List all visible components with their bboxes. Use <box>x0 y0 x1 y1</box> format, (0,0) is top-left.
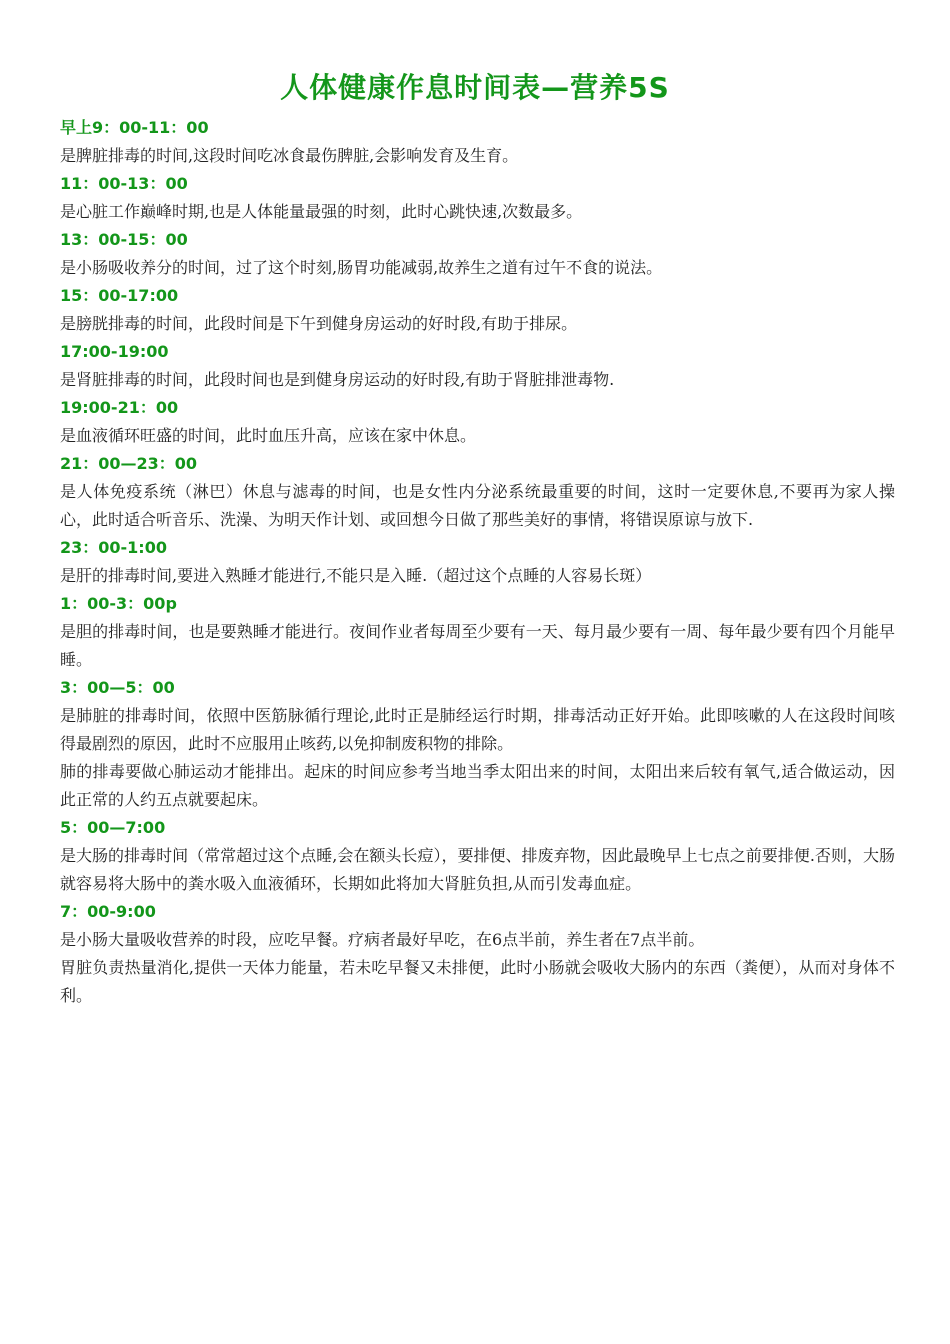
section-description: 是脾脏排毒的时间,这段时间吃冰食最伤脾脏,会影响发育及生育。 <box>60 146 519 165</box>
section-description: 是肾脏排毒的时间，此段时间也是到健身房运动的好时段,有助于肾脏排泄毒物. <box>60 370 615 389</box>
schedule-section <box>60 170 895 226</box>
time-range-heading: 7：00-9:00 <box>60 902 156 921</box>
section-description: 是肝的排毒时间,要进入熟睡才能进行,不能只是入睡.（超过这个点睡的人容易长斑） <box>60 566 652 585</box>
time-range-heading: 21：00—23：00 <box>60 454 198 473</box>
schedule-section <box>60 226 895 282</box>
section-description: 是小肠大量吸收营养的时段，应吃早餐。疗病者最好早吃，在6点半前，养生者在7点半前。 <box>60 930 705 949</box>
schedule-section <box>60 114 895 170</box>
time-range-heading: 5：00—7:00 <box>60 818 166 837</box>
section-description: 是人体免疫系统（淋巴）休息与滤毒的时间，也是女性内分泌系统最重要的时间，这时一定要休息,不要再为家人操心，此时适合听音乐、洗澡、为明天作计划、或回想今日做了那些美好的事情，将错误原谅与放下. <box>60 482 895 529</box>
schedule-section <box>60 394 895 450</box>
schedule-section <box>60 898 895 1010</box>
section-description: 是小肠吸收养分的时间，过了这个时刻,肠胃功能减弱,故养生之道有过午不食的说法。 <box>60 258 663 277</box>
schedule-content <box>60 114 895 1010</box>
schedule-section <box>60 534 895 590</box>
section-description: 胃脏负责热量消化,提供一天体力能量，若未吃早餐又未排便，此时小肠就会吸收大肠内的东西（粪便），从而对身体不利。 <box>60 958 895 1005</box>
time-range-heading: 15：00-17:00 <box>60 286 179 305</box>
time-range-heading: 17:00-19:00 <box>60 342 169 361</box>
section-description: 是心脏工作巅峰时期,也是人体能量最强的时刻，此时心跳快速,次数最多。 <box>60 202 583 221</box>
section-description: 是膀胱排毒的时间，此段时间是下午到健身房运动的好时段,有助于排尿。 <box>60 314 578 333</box>
schedule-section <box>60 282 895 338</box>
page-title: 人体健康作息时间表—营养5S <box>280 71 670 104</box>
section-description: 是大肠的排毒时间（常常超过这个点睡,会在额头长痘），要排便、排废弃物，因此最晚早上七点之前要排便.否则，大肠就容易将大肠中的粪水吸入血液循环，长期如此将加大肾脏负担,从而引发毒血症。 <box>60 846 895 893</box>
schedule-section <box>60 338 895 394</box>
time-range-heading: 3：00—5：00 <box>60 678 175 697</box>
time-range-heading: 19:00-21：00 <box>60 398 179 417</box>
time-range-heading: 23：00-1:00 <box>60 538 167 557</box>
time-range-heading: 13：00-15：00 <box>60 230 188 249</box>
section-description: 是胆的排毒时间，也是要熟睡才能进行。夜间作业者每周至少要有一天、每月最少要有一周、每年最少要有四个月能早睡。 <box>60 622 895 669</box>
section-description: 是血液循环旺盛的时间，此时血压升高，应该在家中休息。 <box>60 426 477 445</box>
time-range-heading: 早上9：00-11：00 <box>60 118 209 137</box>
schedule-section <box>60 450 895 534</box>
time-range-heading: 11：00-13：00 <box>60 174 188 193</box>
time-range-heading: 1：00-3：00p <box>60 594 177 613</box>
section-description: 是肺脏的排毒时间，依照中医筋脉循行理论,此时正是肺经运行时期，排毒活动正好开始。此即咳嗽的人在这段时间咳得最剧烈的原因，此时不应服用止咳药,以免抑制废积物的排除。 <box>60 706 895 753</box>
schedule-section <box>60 674 895 814</box>
section-description: 肺的排毒要做心肺运动才能排出。起床的时间应参考当地当季太阳出来的时间，太阳出来后较有氧气,适合做运动，因此正常的人约五点就要起床。 <box>60 762 895 809</box>
schedule-section <box>60 814 895 898</box>
schedule-section <box>60 590 895 674</box>
